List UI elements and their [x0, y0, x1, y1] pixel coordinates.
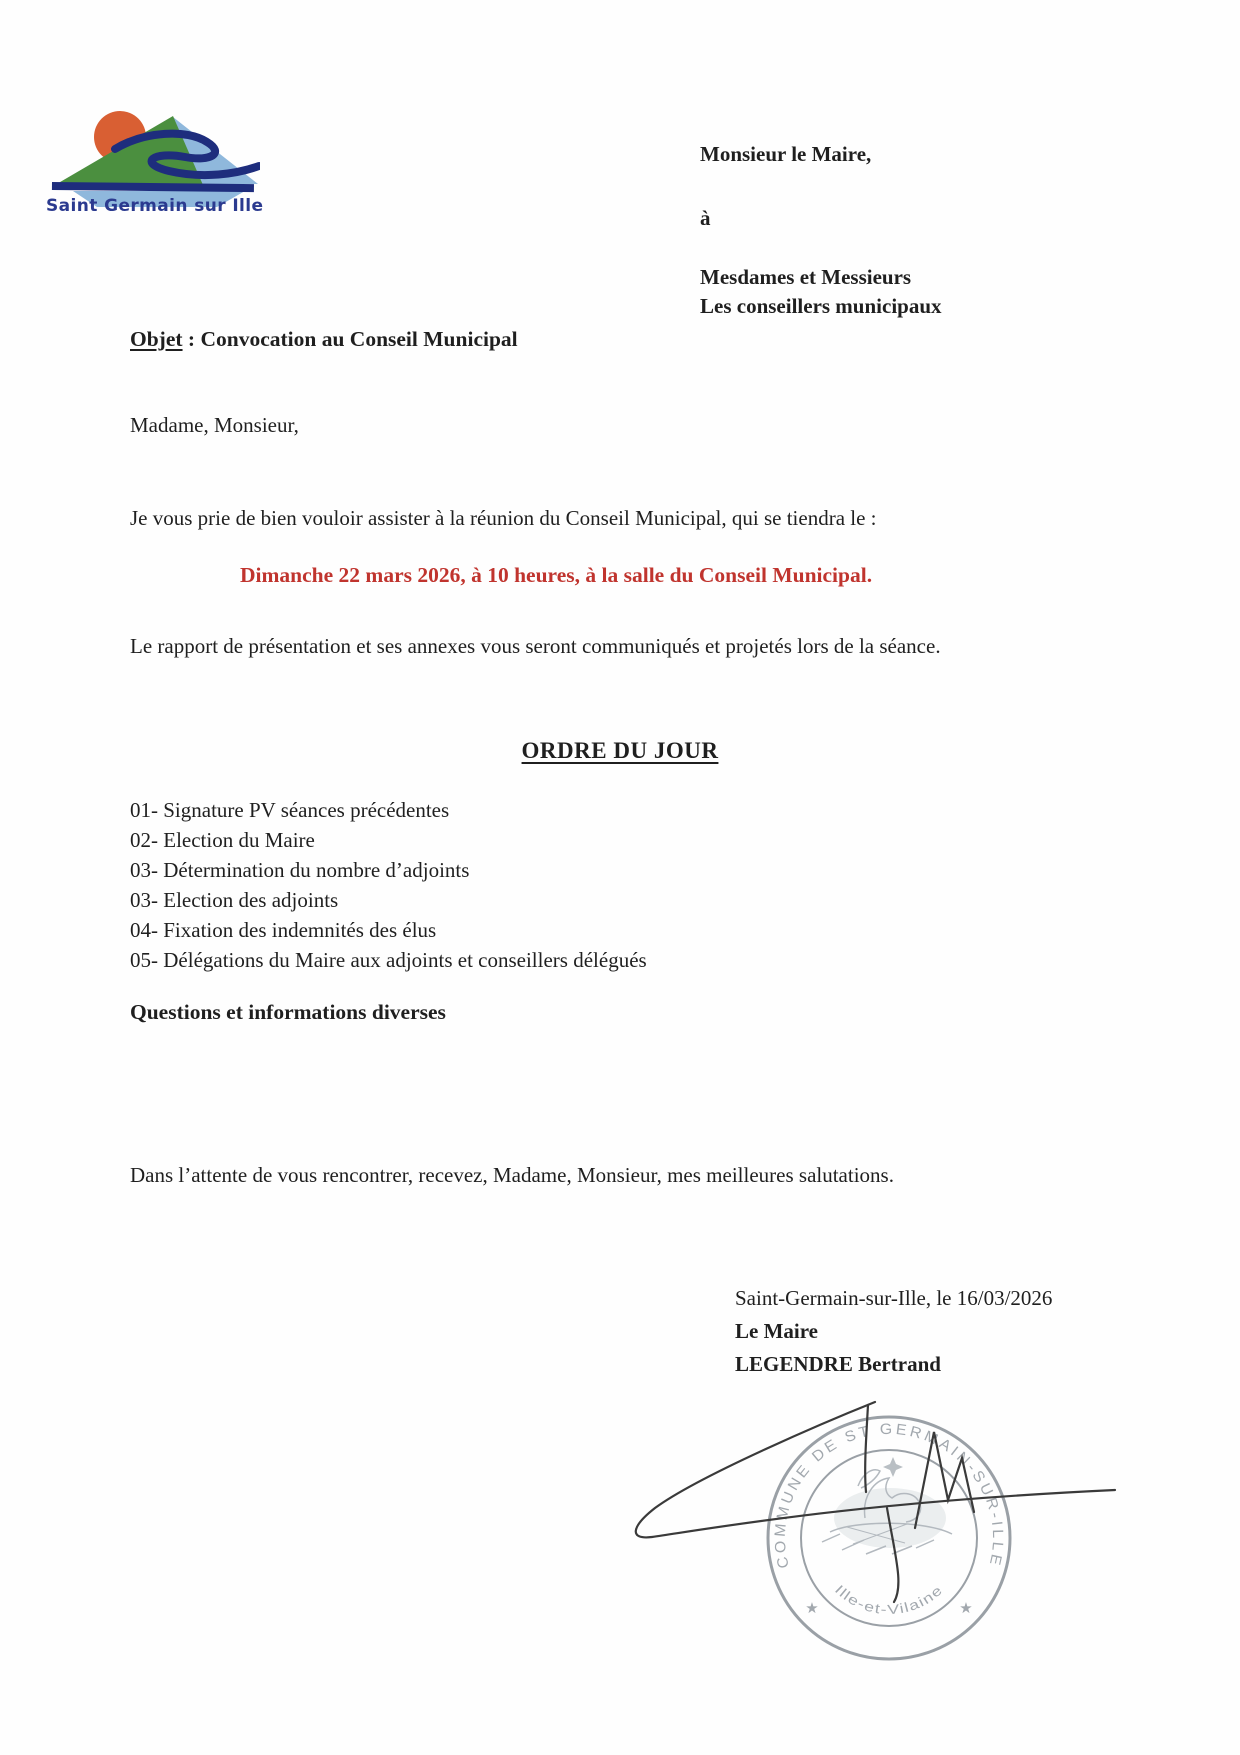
agenda-item-3: 03- Détermination du nombre d’adjoints: [130, 858, 470, 882]
subject-separator: :: [182, 327, 201, 351]
report-note: Le rapport de présentation et ses annexes vous seront communiqués et projetés lors de la séance.: [130, 634, 941, 658]
agenda-item-1: 01- Signature PV séances précédentes: [130, 798, 450, 822]
agenda-item-4: 03- Election des adjoints: [130, 888, 339, 912]
commune-logo: [45, 85, 260, 210]
subject-line: [130, 327, 518, 352]
intro-paragraph: Je vous prie de bien vouloir assister à la réunion du Conseil Municipal, qui se tiendra le :: [130, 506, 877, 530]
stamp-top-text: COMMUNE DE ST GERMAIN-SUR-ILLE: [771, 1420, 1007, 1570]
signer-name: LEGENDRE Bertrand: [735, 1352, 941, 1376]
official-stamp-icon: [768, 1417, 1010, 1659]
recipient-line-a: à: [700, 206, 711, 230]
signer-title: Le Maire: [735, 1319, 818, 1343]
recipient-line-sender: Monsieur le Maire,: [700, 142, 872, 166]
stamp-bottom-text: Ille-et-Vilaine: [831, 1581, 944, 1618]
agenda-item-2: 02- Election du Maire: [130, 828, 315, 852]
agenda-footer: Questions et informations diverses: [130, 1000, 446, 1024]
agenda-list: [130, 795, 1110, 975]
signature-block: [735, 1282, 1052, 1381]
stamp-star-left-icon: ★: [805, 1601, 819, 1617]
stamp-star-right-icon: ★: [959, 1601, 973, 1617]
meeting-notice: Dimanche 22 mars 2026, à 10 heures, à la salle du Conseil Municipal.: [240, 563, 873, 587]
subject-label: Objet: [130, 327, 183, 351]
place-date: Saint-Germain-sur-Ille, le 16/03/2026: [735, 1286, 1053, 1310]
stamp-and-signature: [560, 1380, 1135, 1680]
agenda-title: ORDRE DU JOUR: [521, 738, 719, 763]
salutation: Madame, Monsieur,: [130, 413, 299, 437]
closing-sentence: Dans l’attente de vous rencontrer, recevez, Madame, Monsieur, mes meilleures salutations.: [130, 1163, 894, 1187]
subject-text: Convocation au Conseil Municipal: [200, 327, 518, 351]
agenda-item-5: 04- Fixation des indemnités des élus: [130, 918, 437, 942]
recipient-line-mesdames: Mesdames et Messieurs: [700, 265, 912, 289]
logo-caption: Saint Germain sur Ille: [46, 196, 264, 216]
recipient-line-conseillers: Les conseillers municipaux: [700, 294, 942, 318]
agenda-item-6: 05- Délégations du Maire aux adjoints et conseillers délégués: [130, 948, 647, 972]
svg-text:Ille-et-Vilaine: [832, 1582, 946, 1617]
